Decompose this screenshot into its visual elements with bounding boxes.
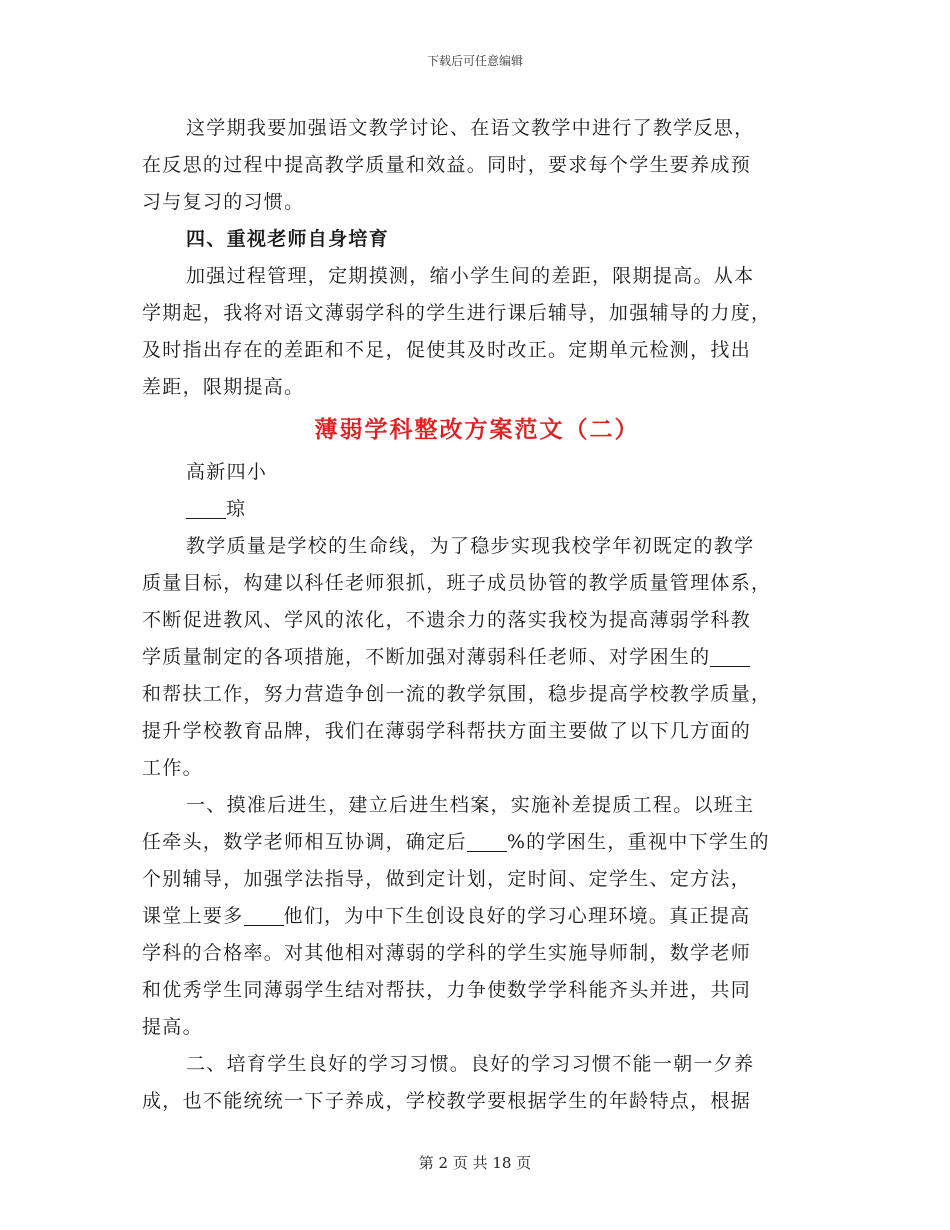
paragraph-line: 质量目标，构建以科任老师狠抓，班子成员协管的教学质量管理体系，: [142, 572, 772, 594]
paragraph-line: 学期起，我将对语文薄弱学科的学生进行课后辅导，加强辅导的力度，: [142, 302, 772, 324]
author-line: [142, 491, 812, 528]
paragraph-line: 及时指出存在的差距和不足，促使其及时改正。定期单元检测，找出: [142, 339, 752, 361]
fill-blank: [244, 903, 284, 926]
paragraph-line: [142, 898, 812, 935]
document-title: 薄弱学科整改方案范文（二）: [314, 416, 640, 443]
line-text: %的学困生，重视中下学生的: [506, 831, 770, 853]
paragraph-line: [142, 824, 812, 861]
page-footer: 第 2 页 共 18 页: [418, 1154, 532, 1172]
author-name: 琼: [226, 498, 247, 520]
paragraph-line: 和帮扶工作，努力营造争创一流的教学氛围，稳步提高学校教学质量，: [142, 683, 772, 705]
fill-blank: [467, 829, 507, 852]
line-text: 任牵头，数学老师相互协调，确定后: [142, 831, 467, 853]
paragraph-line: 二、培育学生良好的学习习惯。良好的学习习惯不能一朝一夕养: [186, 1053, 755, 1075]
paragraph-line: 提升学校教育品牌，我们在薄弱学科帮扶方面主要做了以下几方面的: [142, 720, 752, 742]
paragraph-line: 教学质量是学校的生命线，为了稳步实现我校学年初既定的教学: [186, 535, 755, 557]
paragraph-line: [142, 639, 812, 676]
page-header: 下载后可任意编辑: [426, 54, 523, 68]
line-text: 课堂上要多: [142, 905, 244, 927]
paragraph-line: 差距，限期提高。: [142, 376, 305, 398]
paragraph-line: 加强过程管理，定期摸测，缩小学生间的差距，限期提高。从本: [186, 265, 755, 287]
fill-blank: [710, 644, 750, 667]
document-body: [142, 110, 812, 1120]
paragraph-line: 不断促进教风、学风的浓化，不遗余力的落实我校为提高薄弱学科教: [142, 609, 752, 631]
paragraph-line: 学科的合格率。对其他相对薄弱的学科的学生实施导师制，数学老师: [142, 942, 752, 964]
paragraph-line: 和优秀学生同薄弱学生结对帮扶，力争使数学学科能齐头并进，共同: [142, 979, 752, 1001]
line-text: 他们，为中下生创设良好的学习心理环境。真正提高: [283, 905, 751, 927]
paragraph-line: 一、摸准后进生，建立后进生档案，实施补差提质工程。以班主: [186, 794, 755, 816]
section-heading: 四、重视老师自身培育: [186, 228, 390, 250]
paragraph-line: 工作。: [142, 757, 203, 779]
school-name: 高新四小: [186, 461, 268, 483]
paragraph-line: 在反思的过程中提高教学质量和效益。同时，要求每个学生要养成预: [142, 154, 752, 176]
paragraph-line: 个别辅导，加强学法指导，做到定计划，定时间、定学生、定方法，: [142, 868, 752, 890]
paragraph-line: 成，也不能统统一下子养成，学校教学要根据学生的年龄特点，根据: [142, 1090, 752, 1112]
paragraph-line: 提高。: [142, 1016, 203, 1038]
paragraph-line: 习与复习的习惯。: [142, 191, 305, 213]
paragraph-line: 这学期我要加强语文教学讨论、在语文教学中进行了教学反思，: [186, 117, 755, 139]
line-text: 学质量制定的各项措施，不断加强对薄弱科任老师、对学困生的: [142, 646, 711, 668]
fill-blank: [186, 496, 226, 519]
